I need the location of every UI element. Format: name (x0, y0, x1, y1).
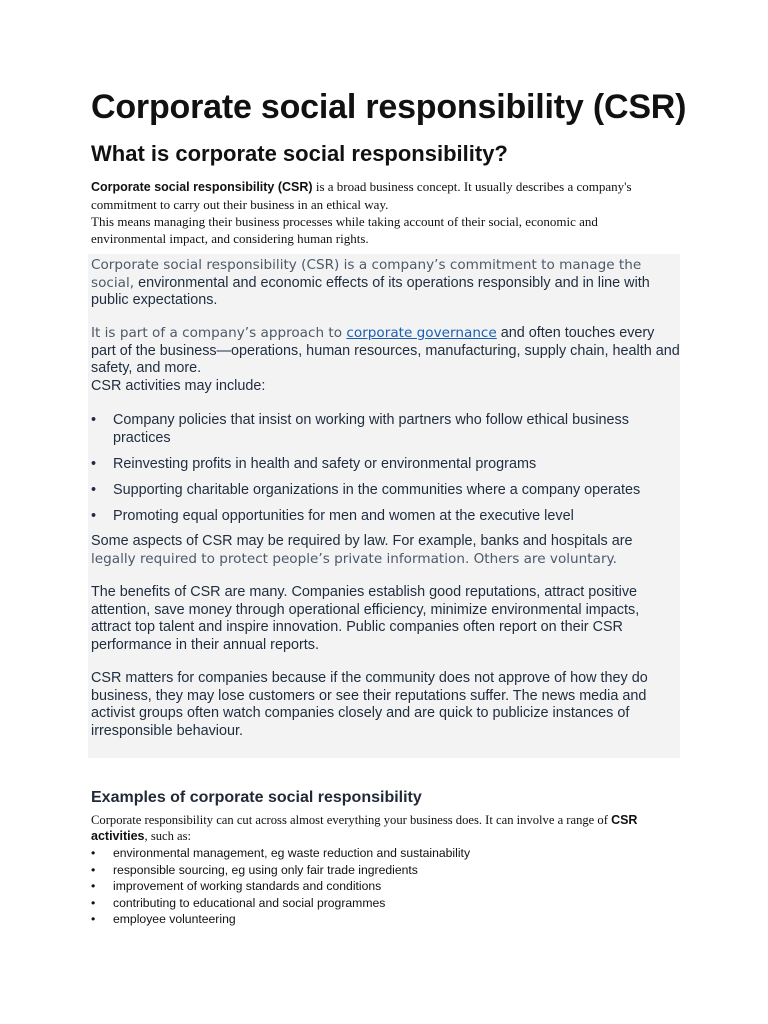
list-item-text: Reinvesting profits in health and safety or environmental programs (113, 456, 537, 472)
list-item-text: Company policies that insist on working with partners who follow ethical business practices (113, 412, 629, 446)
list-item (91, 481, 683, 499)
list-item (91, 895, 470, 912)
csr-activities-list (91, 411, 683, 525)
examples-intro-text: Corporate responsibility can cut across almost everything your business does. It can involve a range of (91, 813, 612, 827)
panel-paragraph-5: CSR matters for companies because if the community does not approve of how they do business, they may lose customers or see their reputations suffer. The news media and activist groups often watch companies closely and are quick to publicize instances of irresponsible behaviour. (91, 670, 648, 739)
list-item-text: contributing to educational and social programmes (113, 895, 386, 910)
list-item-text: environmental management, eg waste reduction and sustainability (113, 846, 471, 860)
list-item-text: improvement of working standards and conditions (113, 879, 382, 894)
panel-paragraph-2 (91, 325, 683, 395)
panel-paragraph-3 (91, 533, 683, 568)
panel-paragraph-1 (91, 257, 683, 310)
intro-bold-term: Corporate social responsibility (CSR) (91, 180, 313, 194)
list-item-text: Supporting charitable organizations in the communities where a company operates (113, 482, 641, 498)
panel-activities-label: CSR activities may include: (91, 377, 266, 394)
intro-text-line2: This means managing their business processes while taking account of their social, economic and environmental impact, and considering human rights. (91, 214, 598, 246)
list-item (91, 862, 470, 879)
list-item (91, 507, 683, 525)
panel-p1-text: environmental and economic effects of its operations responsibly and in line with public expectations. (91, 274, 650, 308)
panel-p3-grey: legally required to protect people’s private information. Others are voluntary. (91, 550, 617, 567)
bullet-icon: • (91, 879, 96, 894)
panel-p3-text: Some aspects of CSR may be required by law. For example, banks and hospitals are (91, 533, 633, 549)
bullet-icon: • (91, 895, 96, 910)
bullet-icon: • (91, 456, 97, 472)
examples-heading: Examples of corporate social responsibility (91, 789, 422, 806)
list-item (91, 455, 683, 473)
examples-list (91, 845, 470, 928)
page-title: Corporate social responsibility (CSR) (91, 88, 687, 126)
bullet-icon: • (91, 482, 97, 498)
examples-intro (91, 813, 671, 844)
list-item (91, 845, 470, 862)
list-item (91, 411, 683, 447)
panel-p2-lead: It is part of a company’s approach to (91, 325, 347, 341)
panel-p2-text: and often touches every part of the business—operations, human resources, manufacturing, supply chain, health and safety, and more. (91, 325, 680, 376)
section-heading: What is corporate social responsibility? (91, 141, 508, 166)
panel-p1-lead: Corporate social responsibility (CSR) is a company’s commitment to manage the social, (91, 257, 642, 291)
corporate-governance-link[interactable]: corporate governance (346, 325, 497, 341)
list-item (91, 911, 470, 928)
examples-intro-end: , such as: (144, 828, 192, 843)
intro-text: is a broad business concept. It usually describes a company's commitment to carry out their business in an ethical way. (91, 179, 632, 212)
intro-paragraph (91, 178, 671, 247)
bullet-icon: • (91, 862, 96, 877)
bullet-icon: • (91, 508, 97, 524)
list-item-text: responsible sourcing, eg using only fair trade ingredients (113, 862, 418, 877)
bullet-icon: • (91, 412, 97, 428)
examples-intro-bold: CSR activities (91, 813, 638, 843)
list-item (91, 878, 470, 895)
list-item-text: Promoting equal opportunities for men and women at the executive level (113, 508, 574, 524)
list-item-text: employee volunteering (113, 912, 236, 927)
bullet-icon: • (91, 912, 96, 927)
panel-paragraph-4: The benefits of CSR are many. Companies establish good reputations, attract positive attention, save money through operational efficiency, minimize environmental impacts, attract top talent and inspire innovation. Public companies often report on their CSR performance in their annual reports. (91, 584, 640, 653)
bullet-icon: • (91, 846, 96, 860)
